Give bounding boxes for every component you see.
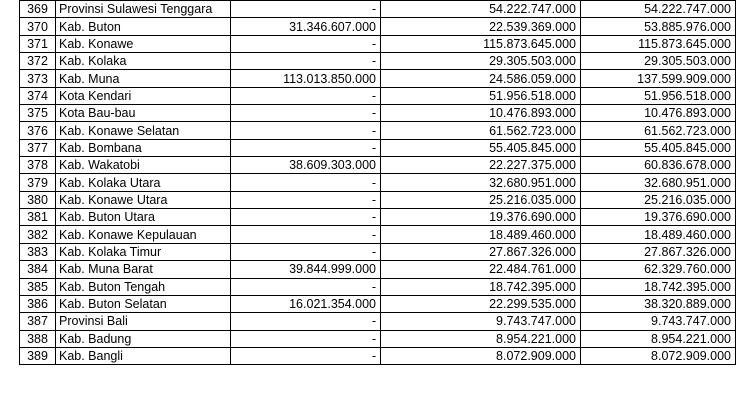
amount-a-cell: - <box>231 313 381 330</box>
amount-b-cell: 22.227.375.000 <box>381 157 581 174</box>
region-name-cell: Kab. Buton <box>56 18 231 35</box>
table-row <box>20 53 736 70</box>
amount-b-cell: 25.216.035.000 <box>381 191 581 208</box>
region-name-cell: Kota Kendari <box>56 87 231 104</box>
total-cell: 8.072.909.000 <box>581 347 736 364</box>
amount-b-cell: 22.484.761.000 <box>381 261 581 278</box>
amount-a-cell: 38.609.303.000 <box>231 157 381 174</box>
amount-b-cell: 8.072.909.000 <box>381 347 581 364</box>
row-number-cell: 374 <box>20 87 56 104</box>
row-number-cell: 373 <box>20 70 56 87</box>
region-name-cell: Kab. Buton Utara <box>56 209 231 226</box>
table-row <box>20 209 736 226</box>
amount-b-cell: 22.299.535.000 <box>381 295 581 312</box>
table-row <box>20 105 736 122</box>
table-body <box>20 1 736 365</box>
row-number-cell: 384 <box>20 261 56 278</box>
amount-a-cell: - <box>231 347 381 364</box>
table-row <box>20 278 736 295</box>
total-cell: 137.599.909.000 <box>581 70 736 87</box>
region-name-cell: Kab. Konawe Utara <box>56 191 231 208</box>
amount-a-cell: 16.021.354.000 <box>231 295 381 312</box>
amount-a-cell: 113.013.850.000 <box>231 70 381 87</box>
amount-b-cell: 55.405.845.000 <box>381 139 581 156</box>
amount-a-cell: - <box>231 191 381 208</box>
total-cell: 61.562.723.000 <box>581 122 736 139</box>
total-cell: 53.885.976.000 <box>581 18 736 35</box>
table-row <box>20 35 736 52</box>
total-cell: 54.222.747.000 <box>581 1 736 18</box>
region-name-cell: Kab. Buton Selatan <box>56 295 231 312</box>
table-row <box>20 295 736 312</box>
row-number-cell: 388 <box>20 330 56 347</box>
amount-b-cell: 54.222.747.000 <box>381 1 581 18</box>
amount-b-cell: 61.562.723.000 <box>381 122 581 139</box>
table-row <box>20 139 736 156</box>
total-cell: 115.873.645.000 <box>581 35 736 52</box>
total-cell: 10.476.893.000 <box>581 105 736 122</box>
region-name-cell: Kab. Kolaka Utara <box>56 174 231 191</box>
amount-a-cell: - <box>231 139 381 156</box>
region-name-cell: Kab. Bombana <box>56 139 231 156</box>
table-row <box>20 330 736 347</box>
amount-a-cell: 39.844.999.000 <box>231 261 381 278</box>
row-number-cell: 372 <box>20 53 56 70</box>
region-name-cell: Provinsi Bali <box>56 313 231 330</box>
total-cell: 32.680.951.000 <box>581 174 736 191</box>
table-row <box>20 70 736 87</box>
row-number-cell: 377 <box>20 139 56 156</box>
row-number-cell: 383 <box>20 243 56 260</box>
amount-b-cell: 29.305.503.000 <box>381 53 581 70</box>
table-row <box>20 18 736 35</box>
total-cell: 60.836.678.000 <box>581 157 736 174</box>
row-number-cell: 387 <box>20 313 56 330</box>
table-row <box>20 174 736 191</box>
row-number-cell: 389 <box>20 347 56 364</box>
allocation-table <box>19 0 736 365</box>
amount-a-cell: - <box>231 1 381 18</box>
total-cell: 38.320.889.000 <box>581 295 736 312</box>
amount-b-cell: 32.680.951.000 <box>381 174 581 191</box>
row-number-cell: 380 <box>20 191 56 208</box>
region-name-cell: Kab. Kolaka Timur <box>56 243 231 260</box>
row-number-cell: 370 <box>20 18 56 35</box>
table-row <box>20 226 736 243</box>
region-name-cell: Kab. Buton Tengah <box>56 278 231 295</box>
amount-b-cell: 18.489.460.000 <box>381 226 581 243</box>
amount-a-cell: - <box>231 278 381 295</box>
total-cell: 51.956.518.000 <box>581 87 736 104</box>
amount-a-cell: - <box>231 226 381 243</box>
table-row <box>20 243 736 260</box>
region-name-cell: Kota Bau-bau <box>56 105 231 122</box>
amount-b-cell: 115.873.645.000 <box>381 35 581 52</box>
total-cell: 27.867.326.000 <box>581 243 736 260</box>
total-cell: 62.329.760.000 <box>581 261 736 278</box>
table-row <box>20 87 736 104</box>
table-row <box>20 157 736 174</box>
table-row <box>20 1 736 18</box>
amount-a-cell: - <box>231 330 381 347</box>
region-name-cell: Kab. Wakatobi <box>56 157 231 174</box>
row-number-cell: 376 <box>20 122 56 139</box>
amount-a-cell: 31.346.607.000 <box>231 18 381 35</box>
amount-a-cell: - <box>231 174 381 191</box>
table-row <box>20 347 736 364</box>
region-name-cell: Kab. Konawe <box>56 35 231 52</box>
amount-b-cell: 18.742.395.000 <box>381 278 581 295</box>
region-name-cell: Kab. Bangli <box>56 347 231 364</box>
table-row <box>20 191 736 208</box>
row-number-cell: 385 <box>20 278 56 295</box>
amount-a-cell: - <box>231 209 381 226</box>
amount-b-cell: 9.743.747.000 <box>381 313 581 330</box>
total-cell: 9.743.747.000 <box>581 313 736 330</box>
region-name-cell: Kab. Kolaka <box>56 53 231 70</box>
table-row <box>20 313 736 330</box>
total-cell: 18.742.395.000 <box>581 278 736 295</box>
amount-b-cell: 27.867.326.000 <box>381 243 581 260</box>
amount-a-cell: - <box>231 122 381 139</box>
total-cell: 55.405.845.000 <box>581 139 736 156</box>
region-name-cell: Kab. Badung <box>56 330 231 347</box>
row-number-cell: 381 <box>20 209 56 226</box>
amount-a-cell: - <box>231 105 381 122</box>
row-number-cell: 379 <box>20 174 56 191</box>
total-cell: 25.216.035.000 <box>581 191 736 208</box>
amount-b-cell: 8.954.221.000 <box>381 330 581 347</box>
table-row <box>20 261 736 278</box>
amount-a-cell: - <box>231 87 381 104</box>
region-name-cell: Kab. Muna <box>56 70 231 87</box>
amount-b-cell: 10.476.893.000 <box>381 105 581 122</box>
amount-a-cell: - <box>231 53 381 70</box>
row-number-cell: 378 <box>20 157 56 174</box>
row-number-cell: 386 <box>20 295 56 312</box>
amount-b-cell: 22.539.369.000 <box>381 18 581 35</box>
region-name-cell: Provinsi Sulawesi Tenggara <box>56 1 231 18</box>
total-cell: 29.305.503.000 <box>581 53 736 70</box>
total-cell: 18.489.460.000 <box>581 226 736 243</box>
region-name-cell: Kab. Muna Barat <box>56 261 231 278</box>
row-number-cell: 382 <box>20 226 56 243</box>
total-cell: 19.376.690.000 <box>581 209 736 226</box>
amount-a-cell: - <box>231 35 381 52</box>
row-number-cell: 371 <box>20 35 56 52</box>
amount-a-cell: - <box>231 243 381 260</box>
region-name-cell: Kab. Konawe Selatan <box>56 122 231 139</box>
row-number-cell: 369 <box>20 1 56 18</box>
region-name-cell: Kab. Konawe Kepulauan <box>56 226 231 243</box>
amount-b-cell: 51.956.518.000 <box>381 87 581 104</box>
table-row <box>20 122 736 139</box>
total-cell: 8.954.221.000 <box>581 330 736 347</box>
amount-b-cell: 24.586.059.000 <box>381 70 581 87</box>
amount-b-cell: 19.376.690.000 <box>381 209 581 226</box>
row-number-cell: 375 <box>20 105 56 122</box>
